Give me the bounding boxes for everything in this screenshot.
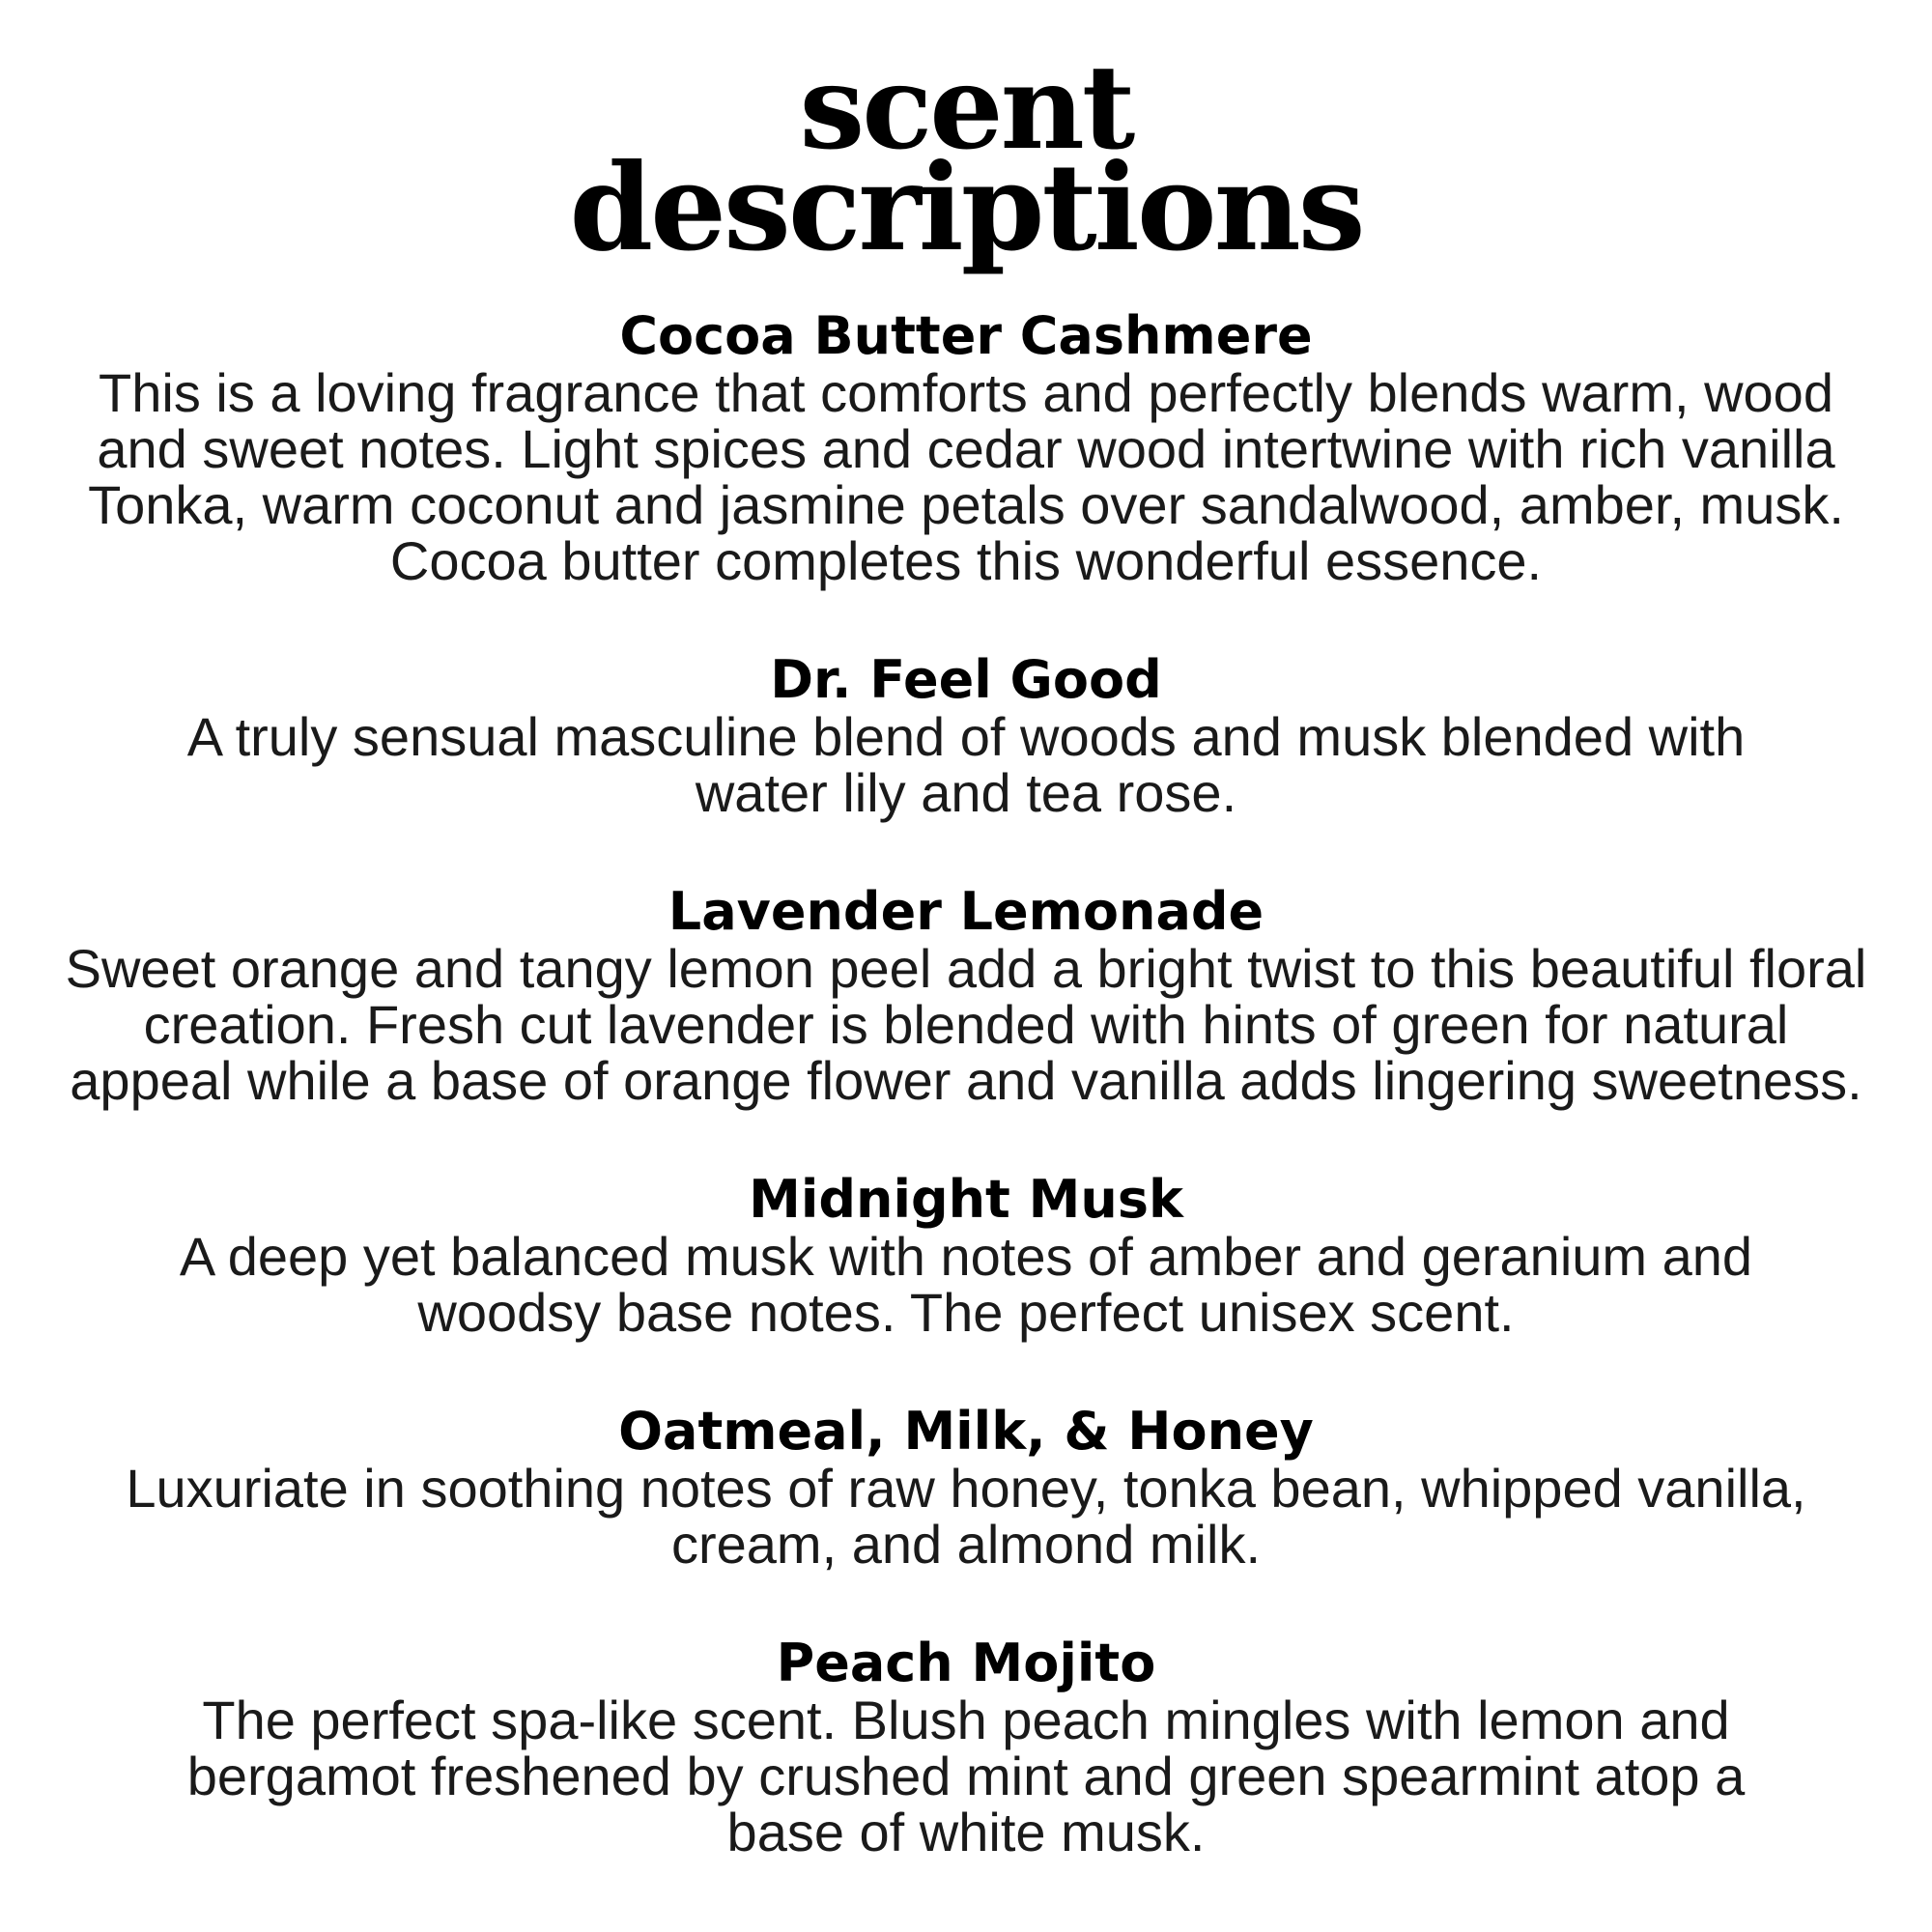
- scent-entry-dr-feel-good: [58, 651, 1874, 821]
- scent-name: Dr. Feel Good: [770, 649, 1162, 710]
- scent-name: Midnight Musk: [749, 1169, 1183, 1230]
- scent-description: A truly sensual masculine blend of woods and musk blended with water lily and tea rose.: [186, 706, 1746, 823]
- scent-name: Peach Mojito: [776, 1633, 1156, 1693]
- scent-description: A deep yet balanced musk with notes of amber and geranium and woodsy base notes. The perfect unisex scent.: [179, 1226, 1753, 1343]
- scent-name: Oatmeal, Milk, & Honey: [618, 1401, 1314, 1462]
- page-title-line-1: scent: [799, 40, 1133, 176]
- scent-description: Sweet orange and tangy lemon peel add a bright twist to this beautiful floral creation. Fresh cut lavender is blended with hints of green for natural appeal while a base of orange flower and vanilla adds lingering sweetness.: [65, 938, 1867, 1111]
- scent-description: The perfect spa-like scent. Blush peach mingles with lemon and bergamot freshened by crushed mint and green spearmint atop a base of white musk.: [186, 1690, 1746, 1862]
- scent-name: Lavender Lemonade: [668, 881, 1264, 942]
- scent-description: Luxuriate in soothing notes of raw honey, tonka bean, whipped vanilla, cream, and almond milk.: [126, 1458, 1806, 1575]
- scent-entry-oatmeal-milk-honey: [58, 1403, 1874, 1573]
- scent-name: Cocoa Butter Cashmere: [619, 305, 1313, 366]
- scent-description: This is a loving fragrance that comforts and perfectly blends warm, wood and sweet notes. Light spices and cedar wood intertwine with rich vanilla Tonka, warm coconut and jasmine petals over sandalwood, amber, musk. Cocoa butter completes this wonderful essence.: [88, 362, 1844, 591]
- scent-entry-peach-mojito: [58, 1634, 1874, 1861]
- scent-entry-lavender-lemonade: [58, 883, 1874, 1109]
- page-title: [0, 40, 1932, 279]
- page-title-line-2: descriptions: [569, 138, 1363, 279]
- scent-entry-midnight-musk: [58, 1171, 1874, 1341]
- scent-list: [58, 307, 1874, 1922]
- scent-entry-cocoa-butter-cashmere: [58, 307, 1874, 589]
